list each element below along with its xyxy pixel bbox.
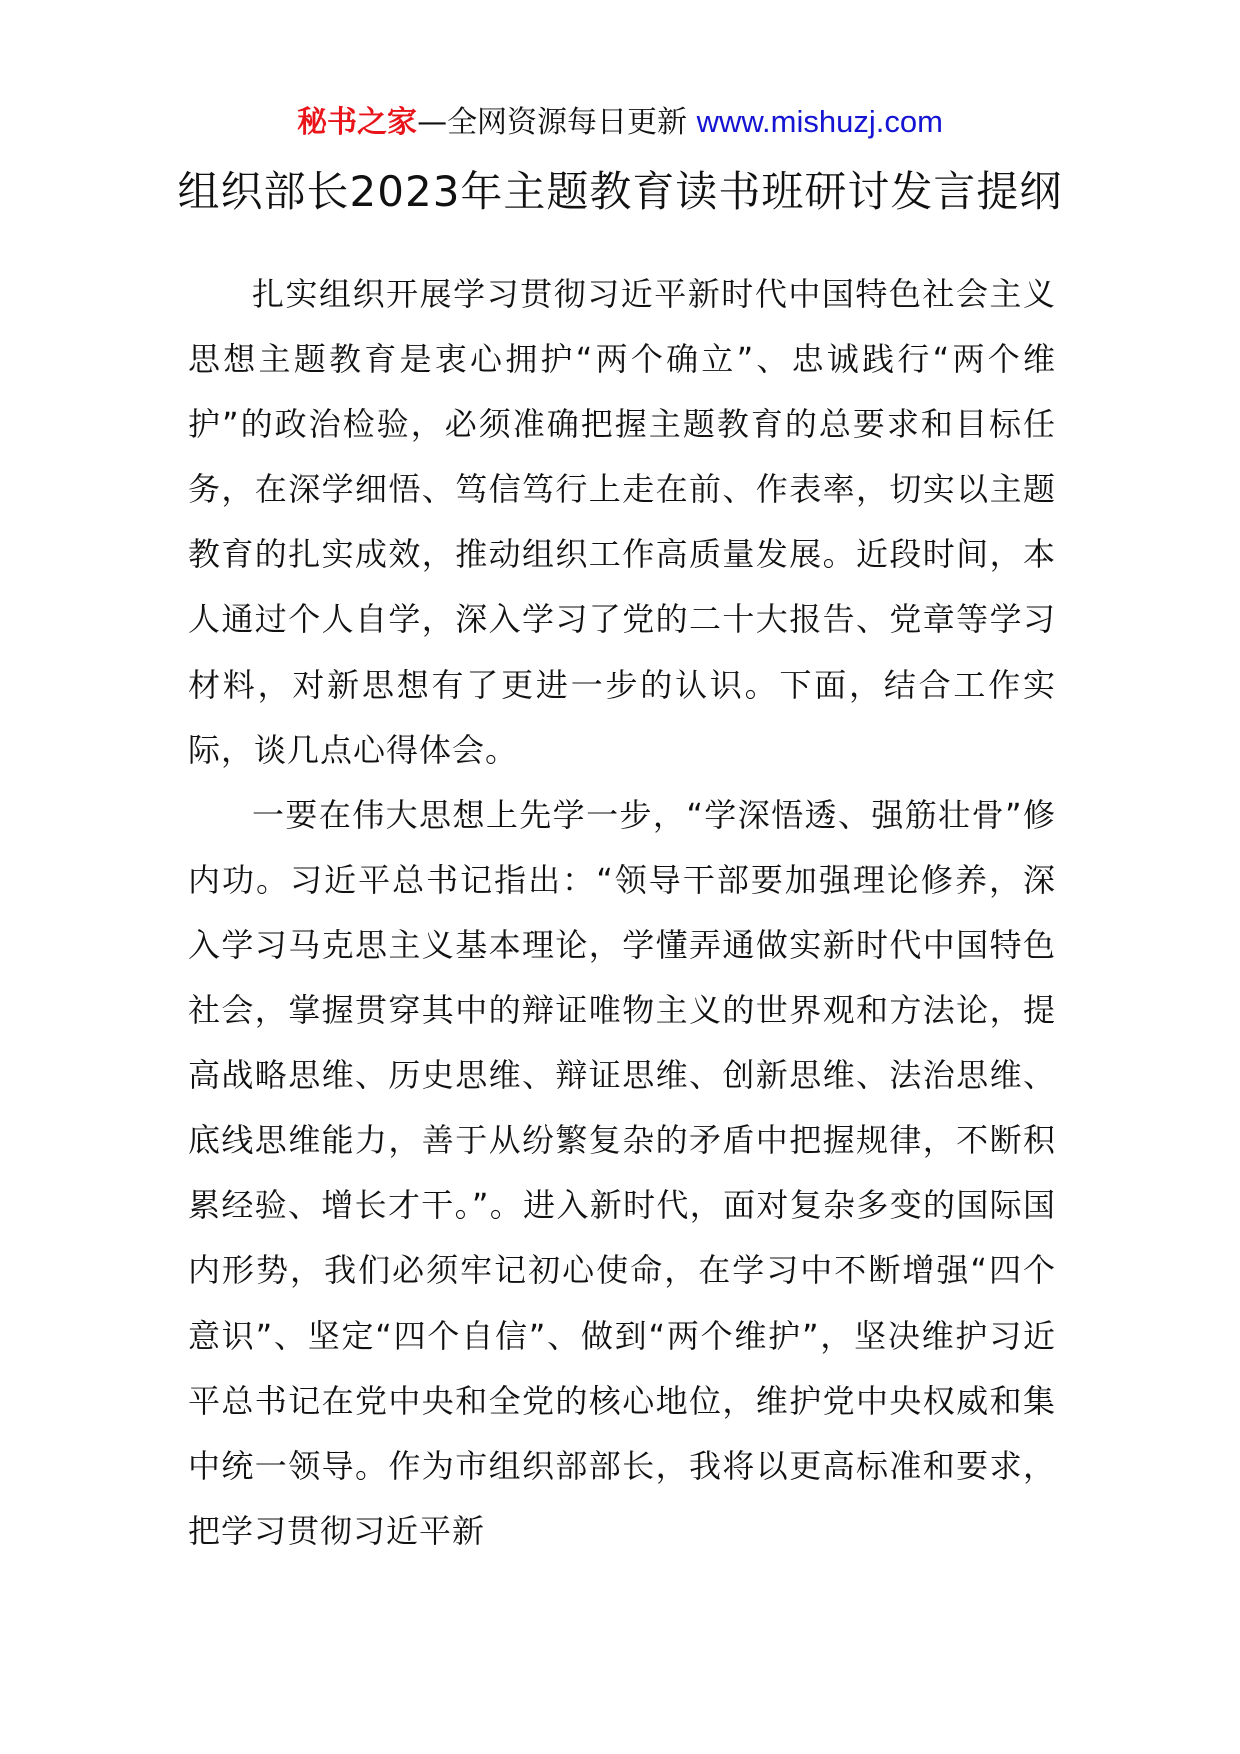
header-tagline: —全网资源每日更新 xyxy=(417,105,697,140)
paragraph-point-one: 一要在伟大思想上先学一步，“学深悟透、强筋壮骨”修内功。习近平总书记指出：“领导干部要加强理论修养，深入学习马克思主义基本理论，学懂弄通做实新时代中国特色社会，掌握贯穿其中的辩证唯物主义的世界观和方法论，提高战略思维、历史思维、辩证思维、创新思维、法治思维、底线思维能力，善于从纷繁复杂的矛盾中把握规律，不断积累经验、增长才干。”。进入新时代，面对复杂多变的国际国内形势，我们必须牢记初心使命，在学习中不断增强“四个意识”、坚定“四个自信”、做到“两个维护”，坚决维护习近平总书记在党中央和全党的核心地位，维护党中央权威和集中统一领导。作为市组织部部长，我将以更高标准和要求，把学习贯彻习近平新 xyxy=(188,795,1056,1550)
brand-name: 秘书之家 xyxy=(297,105,418,140)
document-body xyxy=(188,262,1056,1564)
site-url-link[interactable]: www.mishuzj.com xyxy=(696,104,943,139)
site-header xyxy=(0,100,1240,145)
document-title: 组织部长2023年主题教育读书班研讨发言提纲 xyxy=(177,167,1063,216)
paragraph-intro: 扎实组织开展学习贯彻习近平新时代中国特色社会主义思想主题教育是衷心拥护“两个确立”、忠诚践行“两个维护”的政治检验，必须准确把握主题教育的总要求和目标任务，在深学细悟、笃信笃行上走在前、作表率，切实以主题教育的扎实成效，推动组织工作高质量发展。近段时间，本人通过个人自学，深入学习了党的二十大报告、党章等学习材料，对新思想有了更进一步的认识。下面，结合工作实际，谈几点心得体会。 xyxy=(188,275,1056,769)
